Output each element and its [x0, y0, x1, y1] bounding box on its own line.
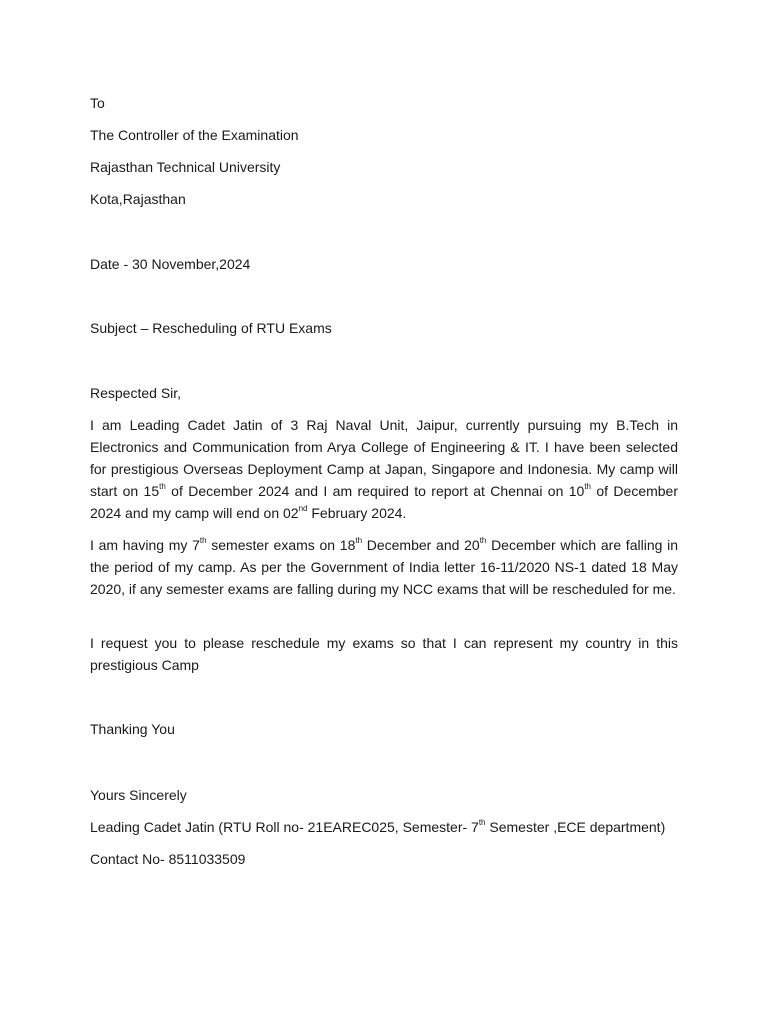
letter-contact: Contact No- 8511033509	[90, 851, 246, 867]
letter-salutation: Respected Sir,	[90, 385, 182, 401]
para2-text-3: December and 20	[362, 537, 480, 553]
letter-signature	[90, 819, 665, 835]
para1-text-3: of December 2024 and my camp will end on 02	[90, 483, 678, 521]
signature-text-1: Leading Cadet Jatin (RTU Roll no- 21EAREC025, Semester- 7	[90, 819, 479, 835]
address-institution: Rajasthan Technical University	[90, 159, 281, 175]
letter-closing: Thanking You	[90, 721, 175, 737]
signature-sup-1: th	[478, 818, 486, 828]
para2-text-4: December which are falling in the period of my camp. As per the Government of India letter 16-11/2020 NS-1 dated 18 May 2020, if any semester exams are falling during my NCC exams that will be rescheduled for me.	[90, 537, 678, 597]
body-paragraph-1	[90, 414, 678, 524]
para2-sup-3: th	[479, 536, 487, 546]
para2-sup-1: th	[199, 536, 207, 546]
para2-text-2: semester exams on 18	[206, 537, 356, 553]
para1-text-2: of December 2024 and I am required to report at Chennai on 10	[165, 483, 585, 499]
letter-page	[90, 0, 678, 1024]
para1-sup-1: th	[159, 482, 166, 492]
letter-signoff: Yours Sincerely	[90, 787, 187, 803]
para2-sup-2: th	[355, 536, 363, 546]
letter-subject: Subject – Rescheduling of RTU Exams	[90, 320, 332, 336]
para2-text-1: I am having my 7	[90, 537, 200, 553]
body-paragraph-2	[90, 534, 678, 600]
para1-sup-3: nd	[298, 504, 308, 514]
address-city: Kota,Rajasthan	[90, 191, 186, 207]
body-paragraph-3: I request you to please reschedule my exams so that I can represent my country in this prestigious Camp	[90, 635, 678, 673]
para1-text-1: I am Leading Cadet Jatin of 3 Raj Naval Unit, Jaipur, currently pursuing my B.Tech in Electronics and Communication from Arya College of Engineering & IT. I have been selected for prestigious Overseas Deployment Camp at Japan, Singapore and Indonesia. My camp will start on 15	[90, 417, 678, 499]
address-recipient: The Controller of the Examination	[90, 127, 299, 143]
para1-sup-2: th	[584, 482, 591, 492]
address-to: To	[90, 95, 105, 111]
letter-date: Date - 30 November,2024	[90, 256, 251, 272]
para1-text-4: February 2024.	[307, 505, 407, 521]
signature-text-2: Semester ,ECE department)	[485, 819, 666, 835]
